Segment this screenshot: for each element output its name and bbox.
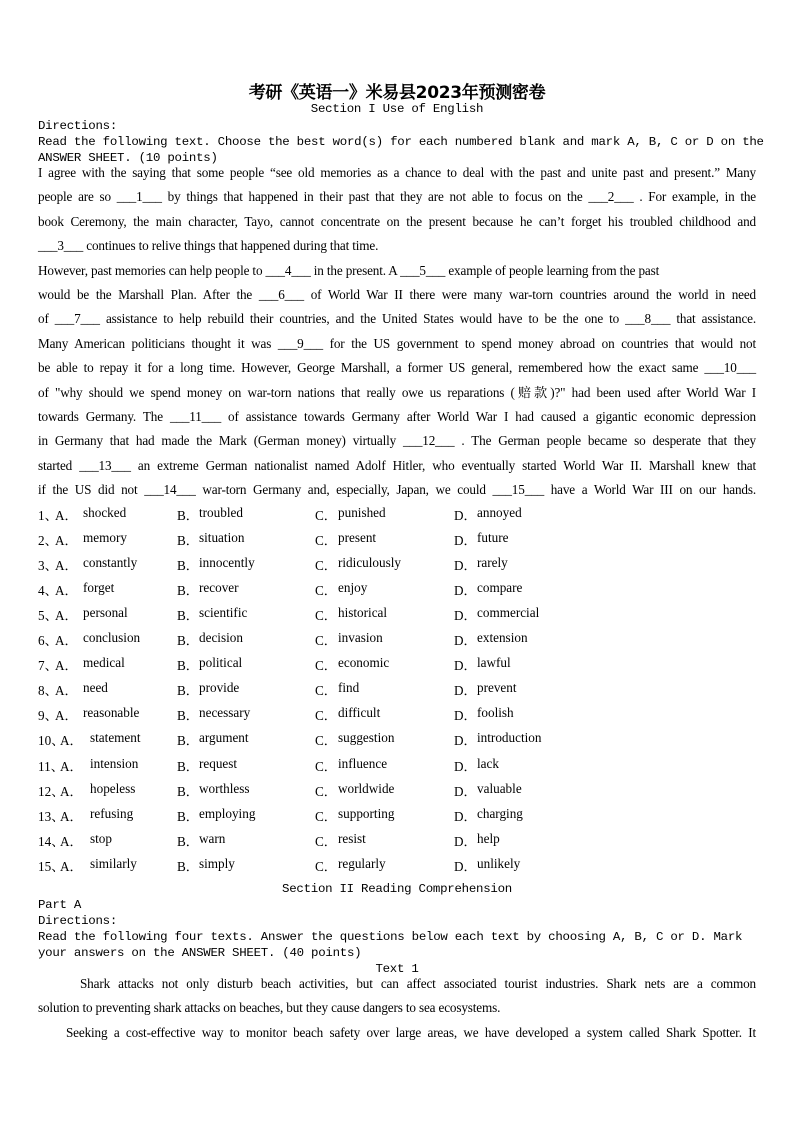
question-number: 1、 xyxy=(38,508,58,523)
option-a-label: A． xyxy=(55,658,78,674)
option-d-label: D． xyxy=(454,583,477,599)
option-b[interactable]: employing xyxy=(199,805,256,821)
question-number: 4、 xyxy=(38,583,58,599)
option-c-label: C． xyxy=(315,558,337,574)
option-a[interactable]: need xyxy=(83,680,108,696)
option-d-label: D． xyxy=(454,533,477,549)
option-b-label: B． xyxy=(177,808,199,824)
section-1-directions-line-2: ANSWER SHEET. (10 points) xyxy=(38,151,218,165)
option-d-label: D． xyxy=(454,633,477,649)
question-number: 11、 xyxy=(38,758,64,774)
option-a-label: A． xyxy=(60,783,83,799)
option-b[interactable]: recover xyxy=(199,580,239,596)
option-d-label: D． xyxy=(454,808,477,824)
question-number: 10、 xyxy=(38,733,65,749)
option-d-label: D． xyxy=(454,508,477,523)
option-d-label: D． xyxy=(454,683,477,699)
option-a[interactable]: reasonable xyxy=(83,705,140,721)
option-d-label: D． xyxy=(454,708,477,724)
option-d[interactable]: rarely xyxy=(477,555,508,571)
option-d-label: D． xyxy=(454,833,477,849)
option-d-label: D． xyxy=(454,783,477,799)
passage-line: people are so ___1___ by things that happened in their past that they are not able to focus on the ___2___ . For example, in the xyxy=(38,189,756,205)
question-row xyxy=(38,730,598,750)
section-2-heading: Section II Reading Comprehension xyxy=(282,882,512,896)
option-b[interactable]: scientific xyxy=(199,605,248,621)
option-b-label: B． xyxy=(177,508,199,523)
option-a-label: A． xyxy=(60,808,83,824)
section-1-directions-label: Directions: xyxy=(38,119,118,133)
option-a-label: A． xyxy=(55,683,78,699)
option-c-label: C． xyxy=(315,533,337,549)
passage-line: Seeking a cost-effective way to monitor beach safety over large areas, we have developed a system called Shark Spotter. It xyxy=(66,1024,756,1040)
question-row xyxy=(38,580,598,600)
option-d-label: D． xyxy=(454,733,477,749)
option-a-label: A． xyxy=(55,583,78,599)
question-row xyxy=(38,756,598,776)
option-b-label: B． xyxy=(177,633,199,649)
option-b-label: B． xyxy=(177,533,199,549)
option-c-label: C． xyxy=(315,783,337,799)
option-b-label: B． xyxy=(177,833,199,849)
option-c[interactable]: suggestion xyxy=(338,730,395,746)
option-a[interactable]: statement xyxy=(90,730,141,746)
option-b[interactable]: situation xyxy=(199,530,245,546)
question-row xyxy=(38,655,598,675)
question-row xyxy=(38,605,598,625)
option-c[interactable]: resist xyxy=(338,830,366,846)
option-d[interactable]: unlikely xyxy=(477,855,521,871)
cloze-passage xyxy=(38,161,756,502)
question-number: 5、 xyxy=(38,608,58,624)
option-d[interactable]: introduction xyxy=(477,730,542,746)
option-c-label: C． xyxy=(315,808,337,824)
option-d[interactable]: help xyxy=(477,830,500,846)
option-d-label: D． xyxy=(454,608,477,624)
question-number: 6、 xyxy=(38,633,58,649)
passage-line: of "why should we spend money on war-torn nations that really owe us reparations (赔款)?" had been used after World War I xyxy=(38,384,756,400)
option-b[interactable]: necessary xyxy=(199,705,251,721)
question-number: 9、 xyxy=(38,708,58,724)
option-b-label: B． xyxy=(177,683,199,699)
question-number: 15、 xyxy=(38,858,65,874)
option-a[interactable]: personal xyxy=(83,605,128,621)
option-c-label: C． xyxy=(315,608,337,624)
option-a-label: A． xyxy=(55,708,78,724)
option-d[interactable]: lawful xyxy=(477,655,511,671)
option-d-label: D． xyxy=(454,558,477,574)
option-c[interactable]: regularly xyxy=(338,855,386,871)
passage-line: if the US did not ___14___ war-torn Germany and, especially, Japan, we could ___15___ have a World War III on our hands. xyxy=(38,482,756,498)
question-row xyxy=(38,781,598,801)
option-a[interactable]: stop xyxy=(90,830,112,846)
option-d-label: D． xyxy=(454,758,477,774)
option-c-label: C． xyxy=(315,708,337,724)
question-number: 3、 xyxy=(38,558,58,574)
option-c-label: C． xyxy=(315,733,337,749)
option-a-label: A． xyxy=(55,608,78,624)
option-d[interactable]: prevent xyxy=(477,680,517,696)
question-number: 8、 xyxy=(38,683,58,699)
section-1-directions-line-1: Read the following text. Choose the best word(s) for each numbered blank and mark A, B, C or D on the xyxy=(38,135,764,149)
option-b[interactable]: request xyxy=(199,755,238,771)
option-b[interactable]: warn xyxy=(199,830,226,846)
option-d[interactable]: charging xyxy=(477,805,523,821)
option-d[interactable]: extension xyxy=(477,630,528,646)
option-c[interactable]: difficult xyxy=(338,705,381,721)
option-a-label: A． xyxy=(60,833,83,849)
option-a[interactable]: hopeless xyxy=(90,780,136,796)
option-c[interactable]: ridiculously xyxy=(338,555,402,571)
question-row xyxy=(38,856,598,876)
option-c[interactable]: invasion xyxy=(338,630,383,646)
option-c-label: C． xyxy=(315,683,337,699)
passage-line: ___3___ continues to relive things that happened during that time. xyxy=(38,238,379,254)
question-row xyxy=(38,530,598,550)
passage-line: However, past memories can help people to ___4___ in the present. A ___5___ example of people learning from the past xyxy=(38,262,660,278)
question-number: 13、 xyxy=(38,808,65,824)
option-d[interactable]: annoyed xyxy=(477,505,522,520)
option-d[interactable]: valuable xyxy=(477,780,522,796)
option-d-label: D． xyxy=(454,658,477,674)
option-d[interactable]: future xyxy=(477,530,509,546)
option-b[interactable]: troubled xyxy=(199,505,243,520)
passage-line: towards Germany. The ___11___ of assistance towards Germany after World War I had caused a gigantic economic depression xyxy=(38,408,756,424)
option-c-label: C． xyxy=(315,633,337,649)
passage-line: started ___13___ an extreme German nationalist named Adolf Hitler, who eventually started World War II. Marshall knew that xyxy=(38,457,756,473)
option-b-label: B． xyxy=(177,658,199,674)
option-b-label: B． xyxy=(177,708,199,724)
option-d[interactable]: lack xyxy=(477,755,499,771)
option-b[interactable]: simply xyxy=(199,855,235,871)
option-a[interactable]: conclusion xyxy=(83,630,141,646)
question-row xyxy=(38,505,598,525)
part-a-label: Part A xyxy=(38,898,82,912)
passage-line: be able to repay it for a long time. However, George Marshall, a former US general, remembered how the exact same ___10___ xyxy=(38,360,756,376)
passage-line: would be the Marshall Plan. After the ___6___ of World War II there were many war-torn countries around the world in need xyxy=(38,286,756,302)
option-c-label: C． xyxy=(315,508,337,523)
option-b-label: B． xyxy=(177,733,199,749)
option-a[interactable]: constantly xyxy=(83,555,138,571)
question-number: 14、 xyxy=(38,833,65,849)
option-b[interactable]: innocently xyxy=(199,555,255,571)
passage-line: of ___7___ assistance to help rebuild their countries, and the United States would have to be the one to ___8___ that assistance. xyxy=(38,311,756,327)
question-number: 7、 xyxy=(38,658,58,674)
option-d[interactable]: commercial xyxy=(477,605,540,621)
question-row xyxy=(38,806,598,826)
option-d[interactable]: foolish xyxy=(477,705,514,721)
document-title: 考研《英语一》米易县2023年预测密卷 xyxy=(248,83,546,103)
question-row xyxy=(38,555,598,575)
passage-line: I agree with the saying that some people “see old memories as a chance to deal with the past and unite past and present.” Many xyxy=(38,165,756,180)
option-c[interactable]: historical xyxy=(338,605,388,621)
option-a-label: A． xyxy=(55,533,78,549)
section-2-directions-line-1: Read the following four texts. Answer the questions below each text by choosing A, B, C or D. Mark xyxy=(38,930,743,944)
option-c-label: C． xyxy=(315,858,337,874)
option-b[interactable]: decision xyxy=(199,630,243,646)
option-b-label: B． xyxy=(177,783,199,799)
option-b[interactable]: worthless xyxy=(199,780,250,796)
option-c-label: C． xyxy=(315,758,337,774)
option-a-label: A． xyxy=(60,858,83,874)
option-a[interactable]: intension xyxy=(90,755,139,771)
passage-line: book Ceremony, the main character, Tayo, cannot concentrate on the present because he can’t forget his troubled childhood and xyxy=(38,213,756,229)
option-a[interactable]: shocked xyxy=(83,505,127,520)
option-c[interactable]: present xyxy=(338,530,377,546)
option-a-label: A． xyxy=(55,633,78,649)
option-a-label: A． xyxy=(60,758,83,774)
question-row xyxy=(38,630,598,650)
option-b[interactable]: political xyxy=(199,655,243,671)
question-row xyxy=(38,680,598,700)
section-2-directions-label: Directions: xyxy=(38,914,118,928)
option-b[interactable]: argument xyxy=(199,730,249,746)
option-a[interactable]: similarly xyxy=(90,855,137,871)
option-c-label: C． xyxy=(315,583,337,599)
option-c[interactable]: find xyxy=(338,680,360,696)
option-c[interactable]: worldwide xyxy=(338,780,395,796)
option-c[interactable]: enjoy xyxy=(338,580,368,596)
option-c[interactable]: punished xyxy=(338,505,386,520)
question-row xyxy=(38,831,598,851)
option-b[interactable]: provide xyxy=(199,680,240,696)
option-b-label: B． xyxy=(177,858,199,874)
option-b-label: B． xyxy=(177,758,199,774)
option-d-label: D． xyxy=(454,858,477,874)
option-c[interactable]: influence xyxy=(338,755,388,771)
text-1-title: Text 1 xyxy=(375,962,419,976)
option-d[interactable]: compare xyxy=(477,580,523,596)
question-row xyxy=(38,705,598,725)
option-a[interactable]: forget xyxy=(83,580,115,596)
option-b-label: B． xyxy=(177,583,199,599)
section-2-directions-line-2: your answers on the ANSWER SHEET. (40 points) xyxy=(38,946,362,960)
option-a[interactable]: medical xyxy=(83,655,125,671)
passage-line: in Germany that had made the Mark (German money) virtually ___12___ . The German people became so desperate that they xyxy=(38,433,756,449)
question-number: 12、 xyxy=(38,783,65,799)
option-a-label: A． xyxy=(55,558,78,574)
option-a-label: A． xyxy=(60,733,83,749)
option-c[interactable]: supporting xyxy=(338,805,395,821)
passage-line: Shark attacks not only disturb beach activities, but can affect associated tourist industries. Shark nets are a common xyxy=(80,976,756,991)
option-c-label: C． xyxy=(315,833,337,849)
section-1-heading: Section I Use of English xyxy=(310,102,484,116)
passage-line: Many American politicians thought it was ___9___ for the US government to spend money abroad on countries that would not xyxy=(38,335,756,351)
text-1-passage xyxy=(38,972,756,1045)
option-b-label: B． xyxy=(177,558,199,574)
option-c[interactable]: economic xyxy=(338,655,390,671)
option-a[interactable]: refusing xyxy=(90,805,134,821)
option-c-label: C． xyxy=(315,658,337,674)
option-a-label: A． xyxy=(55,508,78,523)
option-a[interactable]: memory xyxy=(83,530,127,546)
question-number: 2、 xyxy=(38,533,58,549)
option-b-label: B． xyxy=(177,608,199,624)
passage-line: solution to preventing shark attacks on beaches, but they cause dangers to sea ecosystems. xyxy=(38,1000,501,1016)
